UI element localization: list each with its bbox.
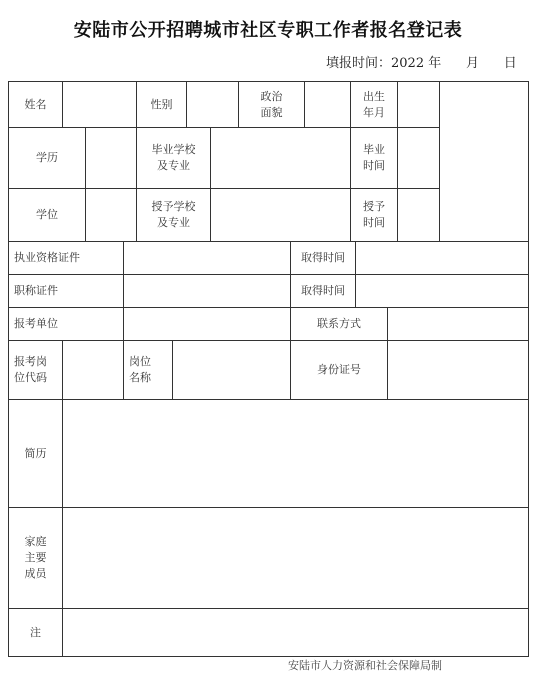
label-id-number: 身份证号 — [317, 363, 361, 377]
form-title: 安陆市公开招聘城市社区专职工作者报名登记表 — [73, 20, 463, 41]
label-political-status: 政治 面貌 — [260, 89, 283, 119]
label-degree-time: 授予 时间 — [363, 200, 385, 229]
contact-field[interactable] — [388, 308, 528, 340]
practice-cert-field[interactable] — [124, 242, 290, 274]
label-position-name: 岗位 名称 — [129, 355, 151, 384]
label-birth-date: 出生 年月 — [363, 89, 385, 119]
position-code-field[interactable] — [63, 341, 123, 399]
label-contact: 联系方式 — [317, 317, 361, 331]
label-practice-cert: 执业资格证件 — [14, 251, 80, 265]
title-cert-field[interactable] — [124, 275, 290, 307]
gender-field[interactable] — [187, 82, 238, 127]
label-graduation-time: 毕业 时间 — [363, 143, 385, 172]
label-degree-school: 授予学校 及专业 — [151, 200, 196, 229]
resume-field[interactable] — [63, 400, 528, 507]
issuer-footer: 安陆市人力资源和社会保障局制 — [288, 659, 442, 672]
degree-time-field[interactable] — [398, 189, 439, 241]
label-education: 学历 — [36, 151, 58, 165]
label-note: 注 — [30, 625, 41, 639]
title-cert-time-field[interactable] — [356, 275, 528, 307]
fill-date: 填报时间：2022 年 月 日 — [326, 56, 517, 71]
label-gender: 性别 — [150, 97, 173, 111]
photo-box[interactable] — [440, 82, 528, 241]
practice-cert-time-field[interactable] — [356, 242, 528, 274]
family-members-field[interactable] — [63, 508, 528, 608]
label-apply-unit: 报考单位 — [14, 317, 58, 331]
graduate-school-field[interactable] — [211, 128, 350, 188]
name-field[interactable] — [63, 82, 136, 127]
id-number-field[interactable] — [388, 341, 528, 399]
label-title-cert: 职称证件 — [14, 284, 58, 298]
label-position-code: 报考岗 位代码 — [14, 355, 47, 384]
apply-unit-field[interactable] — [124, 308, 290, 340]
label-graduate-school: 毕业学校 及专业 — [151, 143, 196, 172]
position-name-field[interactable] — [173, 341, 290, 399]
graduation-time-field[interactable] — [398, 128, 439, 188]
degree-school-field[interactable] — [211, 189, 350, 241]
label-name: 姓名 — [24, 97, 47, 111]
label-degree: 学位 — [36, 208, 58, 222]
label-practice-cert-time: 取得时间 — [301, 251, 345, 265]
education-field[interactable] — [86, 128, 136, 188]
label-resume: 简历 — [24, 446, 47, 460]
degree-field[interactable] — [86, 189, 136, 241]
table-border-right — [528, 81, 529, 657]
table-border-bottom — [8, 656, 529, 657]
label-family-members: 家庭 主要 成员 — [24, 535, 47, 580]
note-field[interactable] — [63, 609, 528, 656]
label-title-cert-time: 取得时间 — [301, 284, 345, 298]
political-status-field[interactable] — [305, 82, 350, 127]
birth-date-field[interactable] — [398, 82, 439, 127]
